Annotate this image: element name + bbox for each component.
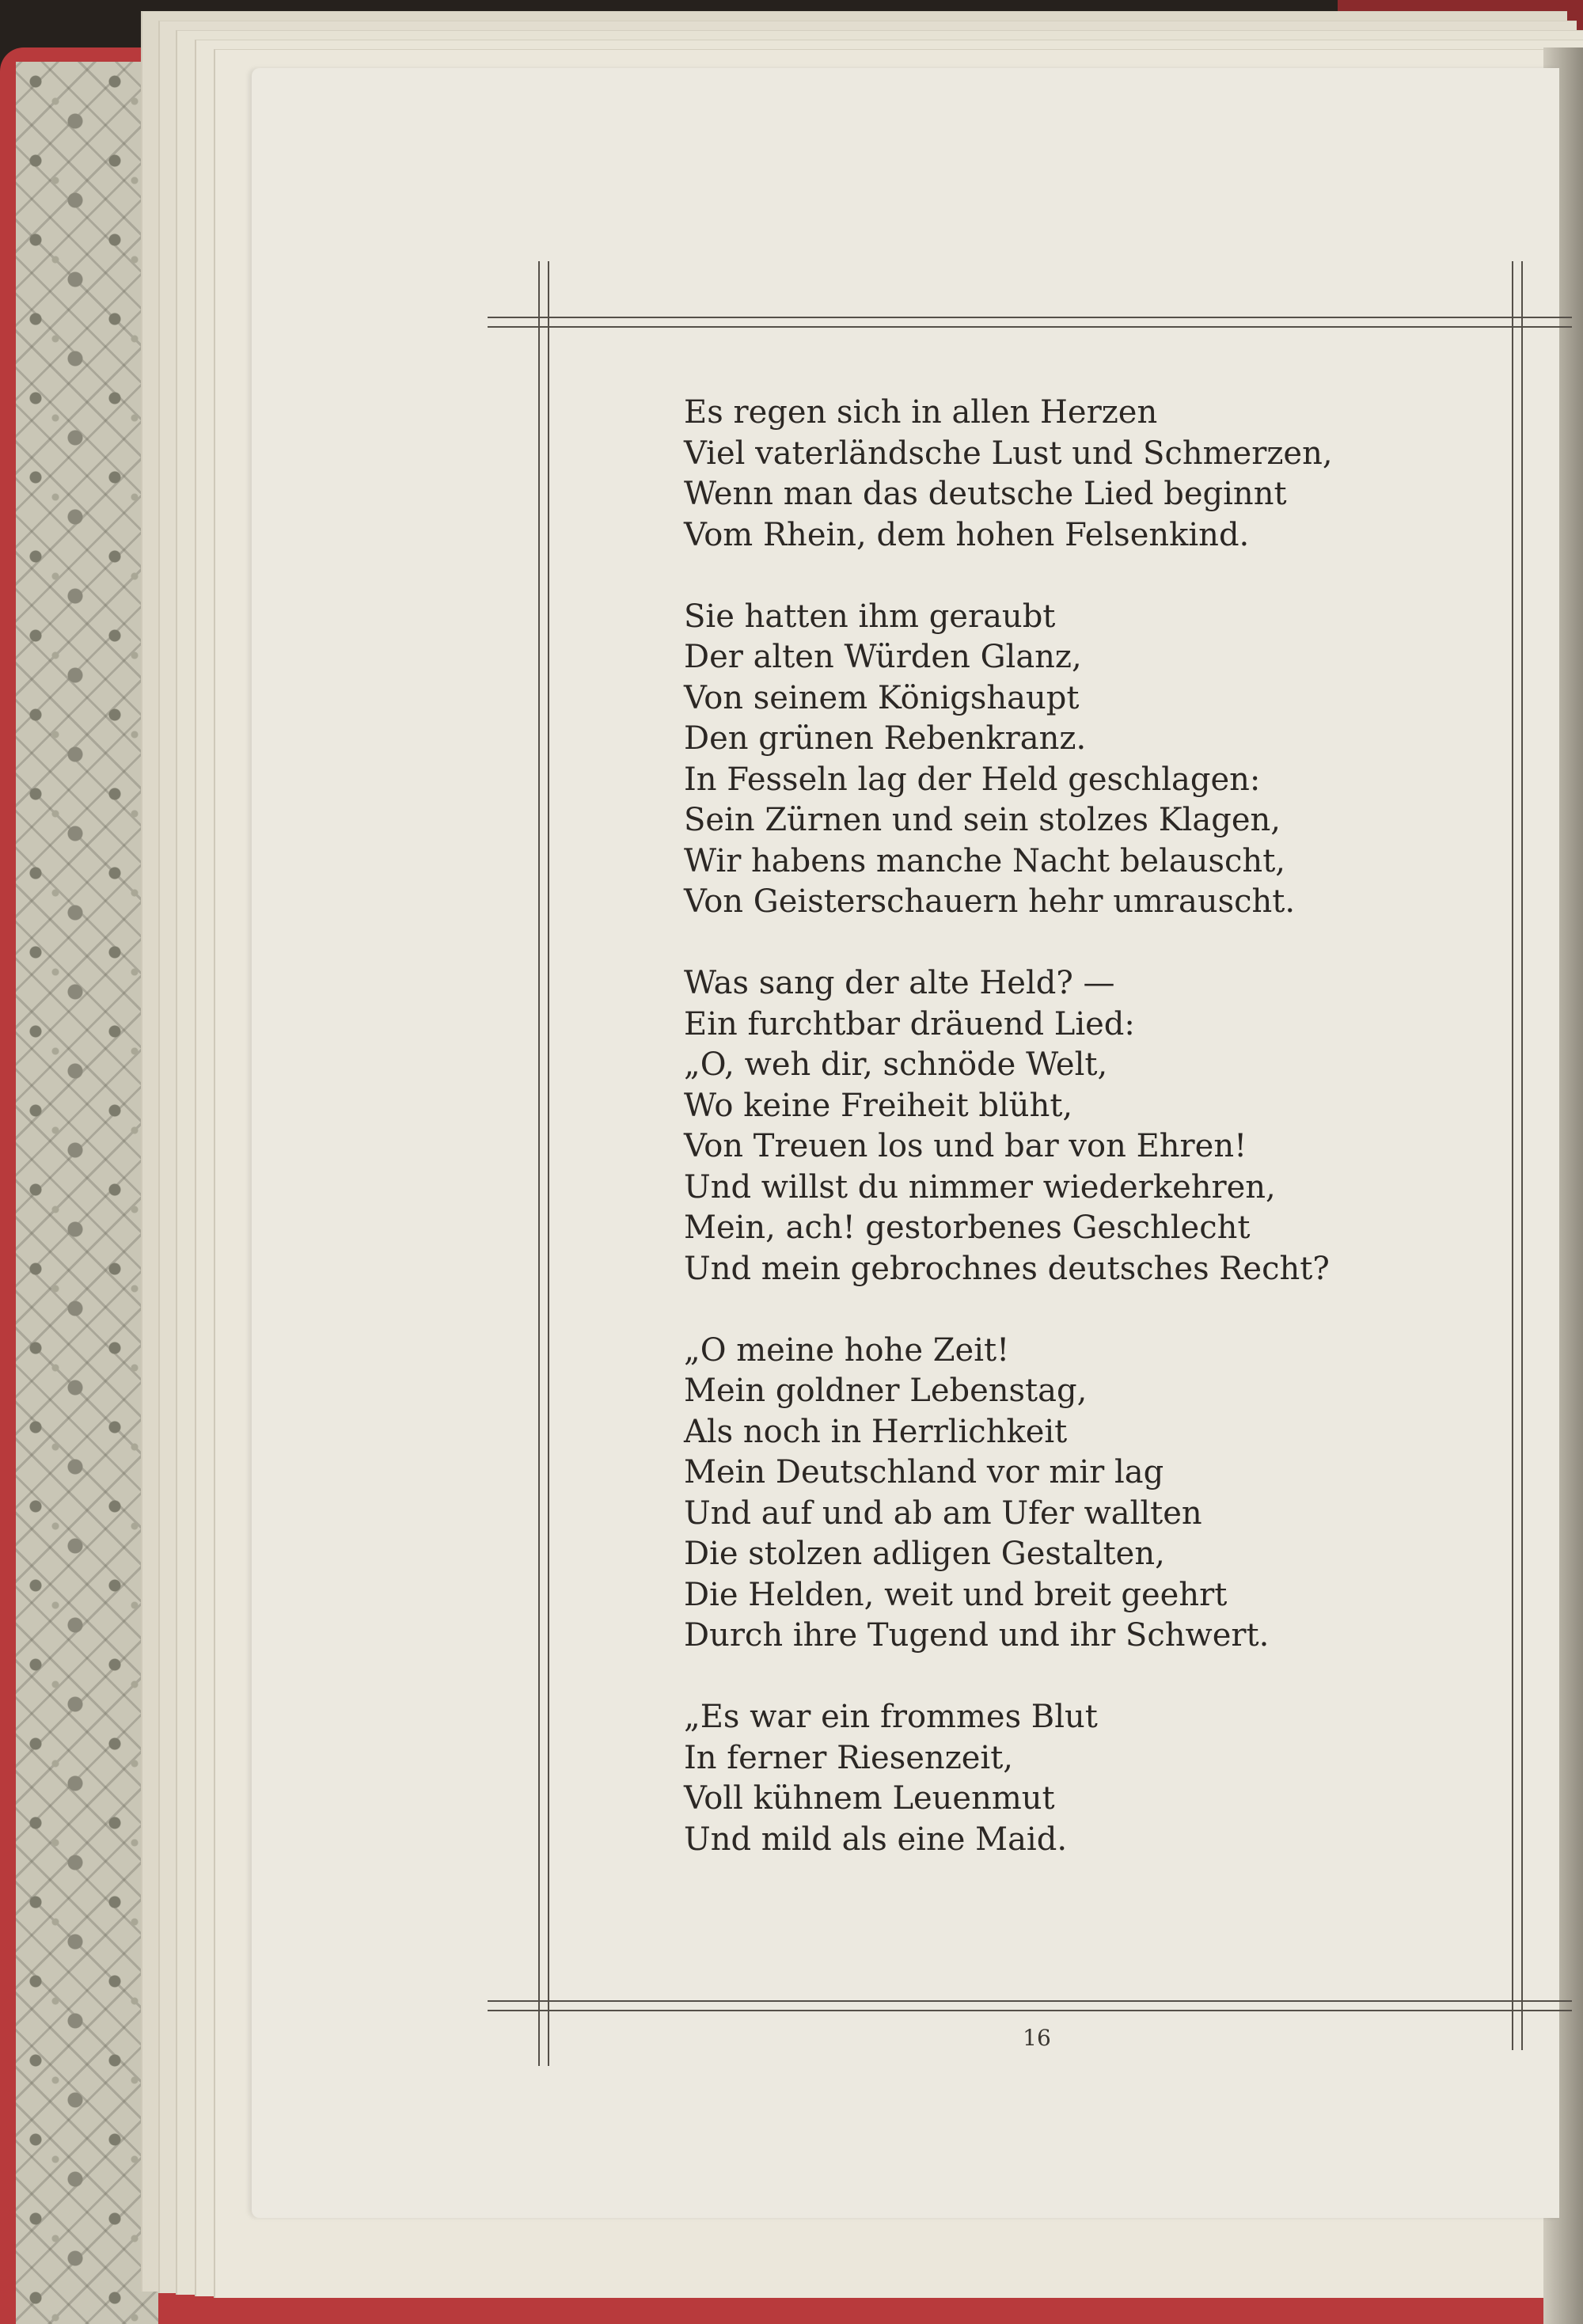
poem-line: Und mein gebrochnes deutsches Recht? xyxy=(684,1250,1330,1287)
poem-line: Voll kühnem Leuenmut xyxy=(684,1780,1055,1817)
stanza-5 xyxy=(684,1697,1475,1860)
poem-line: Ein furchtbar dräuend Lied: xyxy=(684,1005,1135,1042)
poem-line: Mein Deutschland vor mir lag xyxy=(684,1454,1164,1490)
stanza-1 xyxy=(684,393,1475,556)
poem-line: Sie hatten ihm geraubt xyxy=(684,598,1056,635)
poem-line: In Fesseln lag der Held geschlagen: xyxy=(684,761,1261,798)
poem-line: Was sang der alte Held? — xyxy=(684,965,1115,1001)
poem-line: Es regen sich in allen Herzen xyxy=(684,394,1158,431)
poem-line: In ferner Riesenzeit, xyxy=(684,1739,1014,1776)
poem-line: Der alten Würden Glanz, xyxy=(684,639,1082,675)
poem-line: Wir habens manche Nacht belauscht, xyxy=(684,842,1285,879)
poem-line: Die Helden, weit und breit geehrt xyxy=(684,1576,1228,1613)
frame-rule-bottom-outer xyxy=(488,2010,1572,2011)
poem-line: Die stolzen adligen Gestalten, xyxy=(684,1536,1165,1572)
poem-line: Sein Zürnen und sein stolzes Klagen, xyxy=(684,802,1281,838)
poem-line: Wenn man das deutsche Lied beginnt xyxy=(684,476,1287,512)
poem-line: Von seinem Königshaupt xyxy=(684,679,1080,716)
stanza-3 xyxy=(684,963,1475,1289)
poem-line: Mein, ach! gestorbenes Geschlecht xyxy=(684,1209,1251,1246)
poem-line: Durch ihre Tugend und ihr Schwert. xyxy=(684,1617,1270,1654)
poem-line: „O, weh dir, schnöde Welt, xyxy=(684,1046,1108,1083)
frame-rule-right-inner xyxy=(1512,261,1513,2050)
poem-line: Wo keine Freiheit blüht, xyxy=(684,1087,1073,1124)
frame-rule-top-inner xyxy=(488,326,1572,328)
poem-text xyxy=(684,393,1475,1901)
poem-line: „Es war ein frommes Blut xyxy=(684,1699,1098,1735)
frame-rule-right-outer xyxy=(1521,261,1523,2050)
poem-line: Vom Rhein, dem hohen Felsenkind. xyxy=(684,516,1250,553)
poem-line: Und auf und ab am Ufer wallten xyxy=(684,1494,1202,1532)
poem-line: Viel vaterländsche Lust und Schmerzen, xyxy=(684,435,1333,472)
poem-line: Und willst du nimmer wiederkehren, xyxy=(684,1168,1276,1206)
stanza-2 xyxy=(684,597,1475,923)
decorative-endpaper xyxy=(16,62,158,2324)
poem-line: „O meine hohe Zeit! xyxy=(684,1331,1010,1369)
frame-rule-left-inner xyxy=(548,261,549,2066)
poem-line: Als noch in Herrlichkeit xyxy=(684,1413,1068,1450)
stanza-4 xyxy=(684,1331,1475,1657)
frame-rule-top-outer xyxy=(488,317,1572,318)
page-number: 16 xyxy=(1023,2025,1051,2051)
poem-line: Den grünen Rebenkranz. xyxy=(684,720,1087,757)
poem-line: Und mild als eine Maid. xyxy=(684,1821,1068,1858)
poem-line: Von Geisterschauern hehr umrauscht. xyxy=(684,883,1296,920)
poem-line: Von Treuen los und bar von Ehren! xyxy=(684,1128,1247,1164)
frame-rule-left-outer xyxy=(538,261,540,2066)
poem-line: Mein goldner Lebenstag, xyxy=(684,1373,1088,1409)
frame-rule-bottom-inner xyxy=(488,2000,1572,2002)
